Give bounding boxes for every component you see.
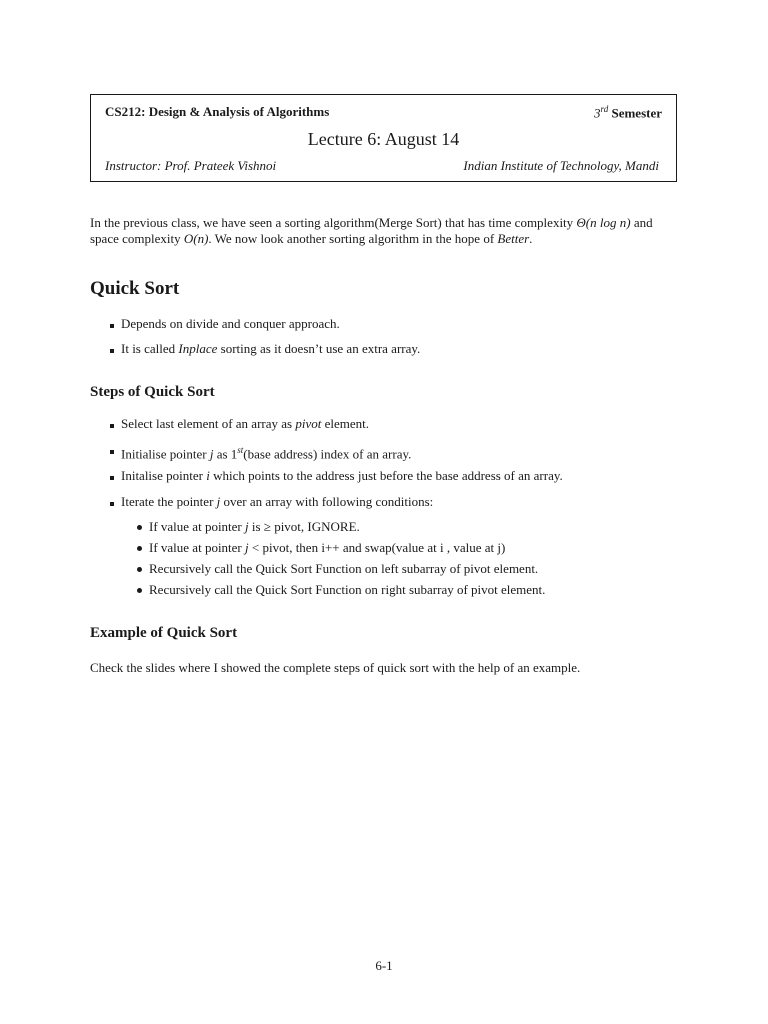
list-item (108, 341, 688, 357)
example-paragraph: Check the slides where I showed the complete steps of quick sort with the help of an example. (90, 660, 581, 675)
bullet-text: over an array with following conditions: (220, 494, 434, 509)
sub-bullet-text: < pivot, then i++ and swap(value at i , value at j) (248, 540, 506, 555)
bullet-text: Iterate the pointer (121, 494, 217, 509)
list-item (108, 468, 688, 494)
sub-bullet-text: is ≥ pivot, IGNORE. (248, 519, 360, 534)
course-title: CS212: Design & Analysis of Algorithms (105, 104, 330, 119)
semester-suffix: rd (600, 104, 609, 114)
instructor-name: Instructor: Prof. Prateek Vishnoi (105, 158, 277, 173)
lecture-header-box (90, 94, 677, 182)
list-item (108, 494, 688, 510)
bullet-text: (base address) index of an array. (243, 446, 412, 462)
math-variable: j (216, 494, 221, 509)
bullet-text: as 1 (213, 446, 238, 462)
semester-ordinal: 3 (594, 105, 601, 121)
sub-bullet-text: Recursively call the Quick Sort Function on right subarray of pivot element. (149, 582, 546, 597)
bullet-text: which points to the address just before the base address of an array. (209, 468, 563, 483)
bullet-text: Initialise pointer (121, 446, 210, 462)
semester-word: Semester (611, 105, 662, 121)
institute-name: Indian Institute of Technology, Mandi (463, 158, 659, 173)
sub-list-item (136, 582, 686, 603)
ordinal-suffix: st (237, 445, 244, 455)
list-item (108, 416, 688, 442)
sub-list-item (136, 561, 686, 582)
intro-text: space complexity (90, 231, 184, 246)
inplace-emphasis: Inplace (178, 341, 218, 356)
pivot-emphasis: pivot (295, 416, 322, 431)
time-complexity: Θ(n log n) (576, 215, 631, 230)
bullet-text: Select last element of an array as (121, 416, 296, 431)
bullet-text: element. (321, 416, 369, 431)
list-item (108, 442, 688, 468)
section-heading-example: Example of Quick Sort (90, 625, 238, 641)
sub-bullet-text: If value at pointer (149, 540, 246, 555)
bullet-text: It is called (121, 341, 179, 356)
section-heading-quick-sort: Quick Sort (90, 278, 180, 299)
bullet-text: sorting as it doesn’t use an extra array. (217, 341, 421, 356)
lecture-title: Lecture 6: August 14 (307, 129, 460, 149)
page-number: 6-1 (375, 958, 393, 973)
better-emphasis: Better (497, 231, 530, 246)
sub-bullet-text: Recursively call the Quick Sort Function on left subarray of pivot element. (149, 561, 539, 576)
math-variable: j (245, 519, 249, 534)
space-complexity: O(n) (183, 231, 209, 246)
intro-text: . (529, 231, 533, 246)
semester-label (594, 104, 662, 121)
math-variable: i (206, 468, 210, 483)
intro-text: and (630, 215, 653, 230)
conditions-sublist (136, 519, 686, 603)
sub-bullet-text: If value at pointer (149, 519, 246, 534)
intro-text: In the previous class, we have seen a sorting algorithm(Merge Sort) that has time complexity (90, 215, 577, 230)
bullet-text: Depends on divide and conquer approach. (121, 316, 340, 331)
math-variable: j (209, 446, 214, 462)
bullet-text: Initalise pointer (121, 468, 207, 483)
list-item (108, 316, 688, 341)
math-variable: j (245, 540, 249, 555)
quick-sort-bullets (108, 316, 688, 357)
intro-paragraph (90, 215, 682, 247)
sub-list-item (136, 540, 686, 561)
intro-text: . We now look another sorting algorithm in the hope of (208, 231, 498, 246)
sub-list-item (136, 519, 686, 540)
steps-bullets (108, 416, 688, 510)
section-heading-steps: Steps of Quick Sort (90, 384, 215, 400)
